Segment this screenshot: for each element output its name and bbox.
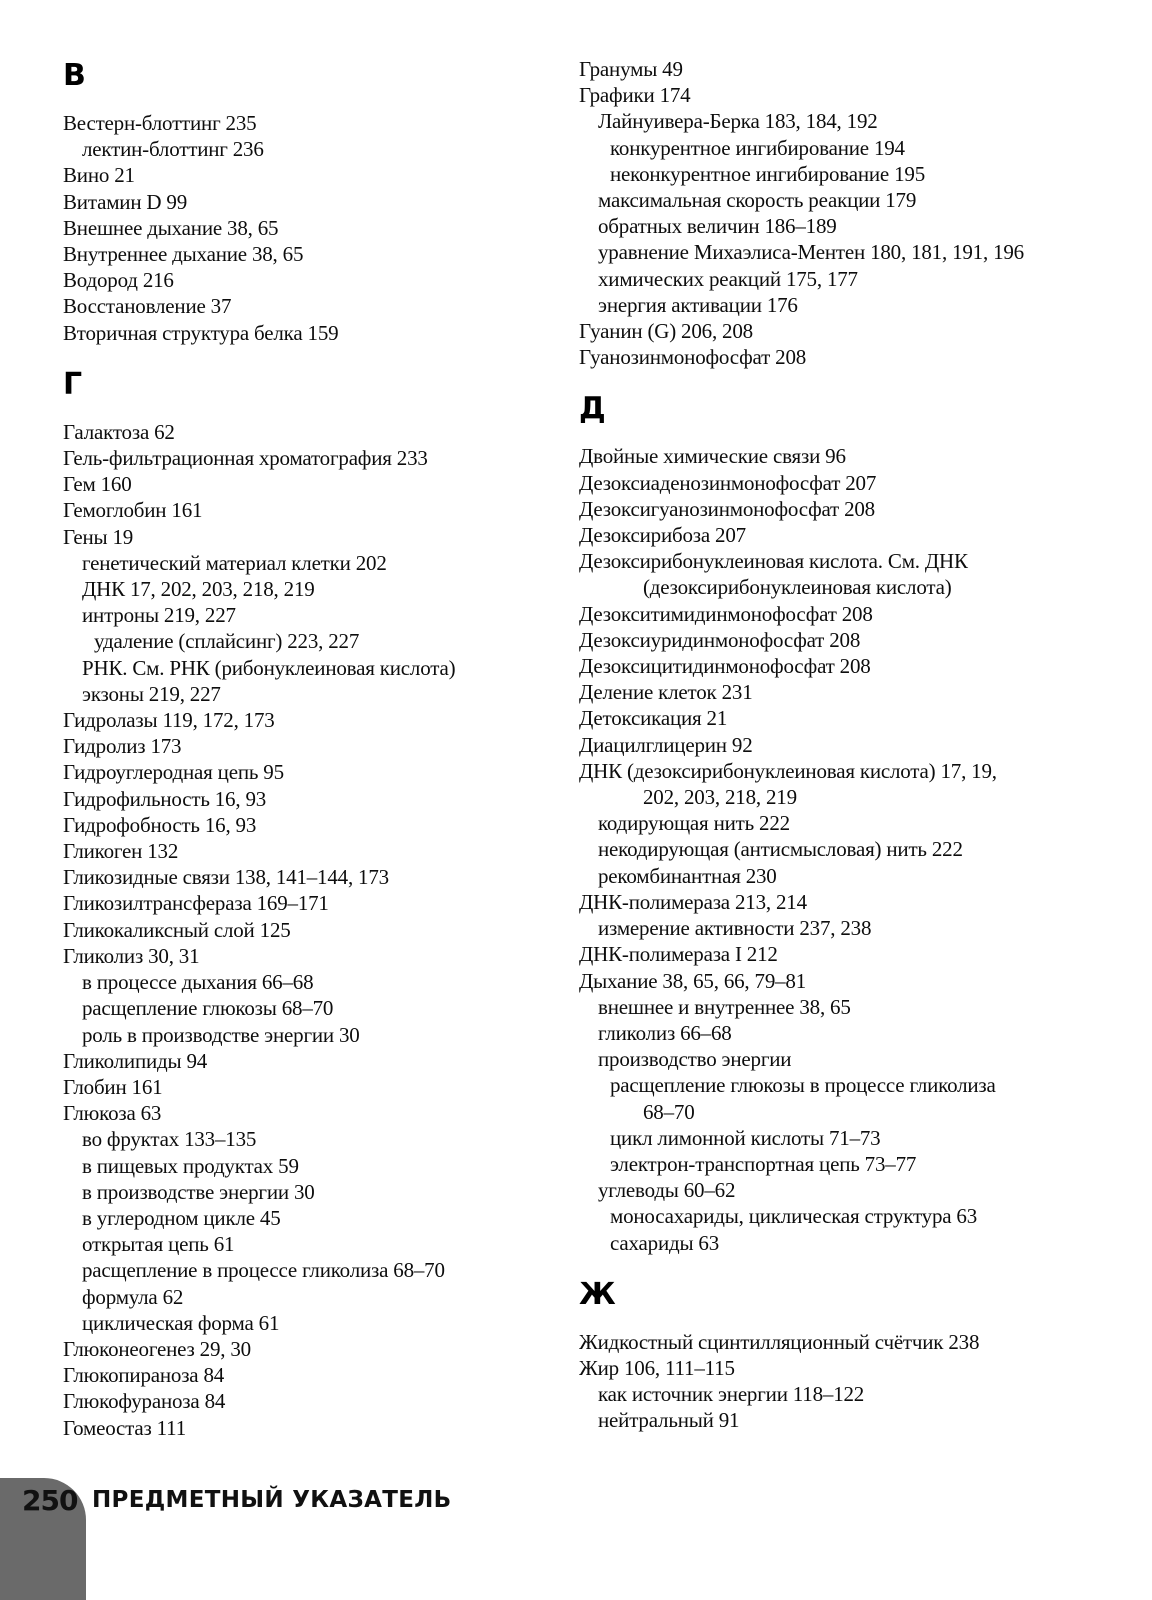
- entry-text: Дезоксиаденозинмонофосфат 207: [579, 470, 877, 495]
- entry-text: Гидролазы 119, 172, 173: [63, 708, 275, 733]
- index-entry: [63, 864, 563, 890]
- entry-text: уравнение Михаэлиса-Ментен 180, 181, 191, 196: [598, 240, 1024, 265]
- index-subentry: [63, 1231, 563, 1257]
- entry-text: во фруктах 133–135: [82, 1127, 257, 1152]
- index-subentry: [63, 1310, 563, 1336]
- entry-text: 202, 203, 218, 219: [643, 785, 797, 810]
- entry-text: моносахариды, циклическая структура 63: [610, 1204, 978, 1229]
- index-entry: [63, 267, 563, 293]
- entry-text: углеводы 60–62: [598, 1178, 736, 1203]
- entry-text: расщепление глюкозы в процессе гликолиза: [610, 1073, 996, 1098]
- entry-text: экзоны 219, 227: [82, 681, 221, 706]
- index-entry: [63, 524, 563, 550]
- entry-text: Гликозилтрансфераза 169–171: [63, 891, 329, 916]
- entry-text: Гуанин (G) 206, 208: [579, 319, 753, 344]
- entry-text: РНК. См. РНК (рибонуклеиновая кислота): [82, 655, 456, 680]
- entry-text: Дезоксирибонуклеиновая кислота. См. ДНК: [579, 549, 968, 574]
- entry-text: формула 62: [82, 1284, 184, 1309]
- index-entry: [63, 1415, 563, 1441]
- index-entry: [63, 943, 563, 969]
- entry-text: электрон-транспортная цепь 73–77: [610, 1151, 917, 1176]
- section-letter: Г: [63, 366, 83, 402]
- entry-text: Гликолиз 30, 31: [63, 943, 200, 968]
- entry-text: в процессе дыхания 66–68: [82, 970, 314, 995]
- index-subentry: [63, 628, 563, 654]
- entry-text: ДНК-полимераза 213, 214: [579, 889, 807, 914]
- entry-text: в производстве энергии 30: [82, 1179, 315, 1204]
- section-letter: В: [63, 58, 86, 93]
- index-entry: [63, 1336, 563, 1362]
- index-entry: [63, 917, 563, 943]
- index-subentry: [63, 602, 563, 628]
- index-entry: [63, 162, 563, 188]
- entry-text: открытая цепь 61: [82, 1232, 235, 1257]
- entry-text: ДНК (дезоксирибонуклеиновая кислота) 17, 19,: [579, 758, 997, 783]
- index-subentry: [579, 108, 1139, 134]
- entry-text: Вино 21: [63, 163, 135, 188]
- entry-text: максимальная скорость реакции 179: [598, 188, 917, 213]
- index-entry: [63, 1048, 563, 1074]
- index-subentry: [63, 1257, 563, 1283]
- index-subentry: [579, 994, 1139, 1020]
- index-entry: [63, 110, 563, 136]
- index-subentry: [579, 1151, 1139, 1177]
- entry-text: Двойные химические связи 96: [579, 444, 846, 469]
- page-footer: [0, 1478, 1152, 1600]
- entry-text: ДНК 17, 202, 203, 218, 219: [82, 577, 315, 602]
- index-entry: [579, 679, 1139, 705]
- index-entry: [579, 548, 1139, 600]
- entry-text: Гены 19: [63, 524, 134, 549]
- index-subentry: [579, 187, 1139, 213]
- entry-text: Глюкопираноза 84: [63, 1363, 225, 1388]
- index-subentry: [579, 810, 1139, 836]
- index-column-left: [63, 56, 563, 1441]
- index-subentry: [579, 1072, 1139, 1124]
- index-entry: [579, 653, 1139, 679]
- index-subentry: [63, 1205, 563, 1231]
- index-entry: [63, 1388, 563, 1414]
- entry-text: нейтральный 91: [598, 1408, 740, 1433]
- entry-text: в углеродном цикле 45: [82, 1205, 281, 1230]
- index-entry: [579, 732, 1139, 758]
- index-entry: [579, 470, 1139, 496]
- entry-text: Дыхание 38, 65, 66, 79–81: [579, 968, 807, 993]
- index-subentry: [63, 1179, 563, 1205]
- index-entry: [63, 215, 563, 241]
- index-subentry: [579, 161, 1139, 187]
- index-column-right: [579, 56, 1139, 1434]
- entry-text: интроны 219, 227: [82, 603, 236, 628]
- index-entry: [63, 1074, 563, 1100]
- entry-text: Гидрофобность 16, 93: [63, 812, 257, 837]
- index-entry: [63, 419, 563, 445]
- index-entry: [63, 1362, 563, 1388]
- entry-text: Дезоксицитидинмонофосфат 208: [579, 654, 871, 679]
- index-entry: [579, 627, 1139, 653]
- entry-text: производство энергии: [598, 1047, 792, 1072]
- entry-text: Гель-фильтрационная хроматография 233: [63, 446, 428, 471]
- entry-text: Глюкоза 63: [63, 1101, 162, 1126]
- index-subentry: [63, 1284, 563, 1310]
- index-entry: [579, 56, 1139, 82]
- entry-text: Гомеостаз 111: [63, 1415, 186, 1440]
- entry-text: измерение активности 237, 238: [598, 916, 872, 941]
- entry-text: Гуанозинмонофосфат 208: [579, 345, 807, 370]
- index-entry: [579, 758, 1139, 810]
- entry-text: расщепление глюкозы 68–70: [82, 996, 334, 1021]
- entry-text: Гликоген 132: [63, 839, 179, 864]
- entry-text: Водород 216: [63, 268, 174, 293]
- entry-text: циклическая форма 61: [82, 1310, 280, 1335]
- index-entry: [63, 293, 563, 319]
- index-subentry: [579, 863, 1139, 889]
- section-letter: Ж: [579, 1276, 616, 1312]
- entry-text: Дезоксиуридинмонофосфат 208: [579, 627, 861, 652]
- index-entry: [63, 189, 563, 215]
- index-subentry: [63, 1022, 563, 1048]
- entry-text: Гликокаликсный слой 125: [63, 917, 291, 942]
- index-subentry: [579, 1177, 1139, 1203]
- index-subentry: [579, 266, 1139, 292]
- index-entry: [63, 445, 563, 471]
- page-number: 250: [22, 1484, 78, 1517]
- entry-text: Дезокситимидинмонофосфат 208: [579, 601, 873, 626]
- index-subentry: [579, 1381, 1139, 1407]
- entry-text: Жидкостный сцинтилляционный счётчик 238: [579, 1329, 980, 1354]
- entry-text: Гидрофильность 16, 93: [63, 786, 267, 811]
- entry-text: (дезоксирибонуклеиновая кислота): [643, 575, 952, 600]
- index-entry: [579, 82, 1139, 108]
- entry-text: Галактоза 62: [63, 419, 175, 444]
- index-entry: [579, 443, 1139, 469]
- index-subentry: [63, 576, 563, 602]
- entry-text: Вторичная структура белка 159: [63, 320, 339, 345]
- entry-text: удаление (сплайсинг) 223, 227: [94, 629, 360, 654]
- entry-text: Гем 160: [63, 472, 132, 497]
- entry-text: Графики 174: [579, 83, 691, 108]
- entry-text: Гранумы 49: [579, 57, 683, 81]
- index-subentry: [63, 1153, 563, 1179]
- index-entry: [63, 320, 563, 346]
- index-subentry: [63, 136, 563, 162]
- index-entry: [579, 522, 1139, 548]
- index-entry: [63, 890, 563, 916]
- index-entry: [579, 496, 1139, 522]
- entry-text: Лайнуивера-Берка 183, 184, 192: [598, 109, 878, 134]
- entry-text: внешнее и внутреннее 38, 65: [598, 994, 851, 1019]
- index-subentry: [579, 135, 1139, 161]
- entry-text: Глюкофураноза 84: [63, 1389, 226, 1414]
- entry-text: ДНК-полимераза I 212: [579, 942, 778, 967]
- entry-text: Восстановление 37: [63, 294, 232, 319]
- index-subentry: [579, 836, 1139, 862]
- index-entry: [579, 705, 1139, 731]
- entry-text: Глобин 161: [63, 1074, 163, 1099]
- index-subentry: [579, 292, 1139, 318]
- index-subentry: [63, 995, 563, 1021]
- entry-text: рекомбинантная 230: [598, 863, 777, 888]
- entry-text: Внутреннее дыхание 38, 65: [63, 242, 304, 267]
- index-entry: [579, 318, 1139, 344]
- index-subentry: [63, 969, 563, 995]
- entry-text: неконкурентное ингибирование 195: [610, 161, 925, 186]
- entry-text: лектин-блоттинг 236: [82, 137, 264, 162]
- index-subentry: [579, 213, 1139, 239]
- entry-text: 68–70: [643, 1099, 695, 1124]
- index-subentry: [579, 1407, 1139, 1433]
- index-entry: [579, 941, 1139, 967]
- index-entry: [63, 1100, 563, 1126]
- index-entry: [63, 707, 563, 733]
- index-entry: [63, 759, 563, 785]
- entry-text: Дезоксирибоза 207: [579, 523, 746, 548]
- index-entry: [579, 1355, 1139, 1381]
- index-entry: [579, 889, 1139, 915]
- entry-text: Гемоглобин 161: [63, 498, 203, 523]
- index-subentry: [63, 655, 563, 681]
- index-subentry: [579, 1046, 1139, 1072]
- running-title: ПРЕДМЕТНЫЙ УКАЗАТЕЛЬ: [92, 1487, 452, 1513]
- index-subentry: [63, 1126, 563, 1152]
- entry-text: в пищевых продуктах 59: [82, 1153, 299, 1178]
- index-subentry: [579, 1230, 1139, 1256]
- index-entry: [579, 968, 1139, 994]
- index-entry: [63, 838, 563, 864]
- entry-text: роль в производстве энергии 30: [82, 1022, 360, 1047]
- index-entry: [579, 601, 1139, 627]
- index-entry: [63, 241, 563, 267]
- index-entry: [63, 812, 563, 838]
- entry-text: кодирующая нить 222: [598, 811, 790, 836]
- index-subentry: [579, 239, 1139, 265]
- entry-text: генетический материал клетки 202: [82, 550, 387, 575]
- index-entry: [579, 344, 1139, 370]
- entry-text: Гидролиз 173: [63, 734, 182, 759]
- entry-text: сахариды 63: [610, 1230, 720, 1255]
- index-subentry: [579, 1020, 1139, 1046]
- index-entry: [63, 786, 563, 812]
- entry-text: Гликолипиды 94: [63, 1048, 208, 1073]
- entry-text: гликолиз 66–68: [598, 1020, 732, 1045]
- entry-text: некодирующая (антисмысловая) нить 222: [598, 837, 963, 862]
- index-subentry: [579, 1203, 1139, 1229]
- entry-text: обратных величин 186–189: [598, 214, 837, 239]
- entry-text: конкурентное ингибирование 194: [610, 135, 905, 160]
- entry-text: химических реакций 175, 177: [598, 266, 858, 291]
- entry-text: Дезоксигуанозинмонофосфат 208: [579, 496, 875, 521]
- index-entry: [63, 733, 563, 759]
- entry-text: Диацилглицерин 92: [579, 732, 753, 757]
- entry-text: Деление клеток 231: [579, 680, 753, 705]
- entry-text: Глюконеогенез 29, 30: [63, 1336, 251, 1361]
- entry-text: Внешнее дыхание 38, 65: [63, 215, 279, 240]
- entry-text: Гидроуглеродная цепь 95: [63, 760, 284, 785]
- index-subentry: [63, 681, 563, 707]
- entry-text: расщепление в процессе гликолиза 68–70: [82, 1258, 445, 1283]
- entry-text: энергия активации 176: [598, 292, 798, 317]
- index-subentry: [63, 550, 563, 576]
- index-entry: [63, 497, 563, 523]
- entry-text: Гликозидные связи 138, 141–144, 173: [63, 865, 389, 890]
- entry-text: Детоксикация 21: [579, 706, 728, 731]
- index-subentry: [579, 915, 1139, 941]
- index-subentry: [579, 1125, 1139, 1151]
- entry-text: цикл лимонной кислоты 71–73: [610, 1125, 881, 1150]
- index-entry: [63, 471, 563, 497]
- entry-text: Вестерн-блоттинг 235: [63, 111, 257, 135]
- entry-text: Жир 106, 111–115: [579, 1355, 735, 1380]
- section-letter: Д: [579, 391, 606, 427]
- entry-text: Витамин D 99: [63, 189, 188, 214]
- entry-text: как источник энергии 118–122: [598, 1382, 865, 1407]
- index-entry: [579, 1329, 1139, 1355]
